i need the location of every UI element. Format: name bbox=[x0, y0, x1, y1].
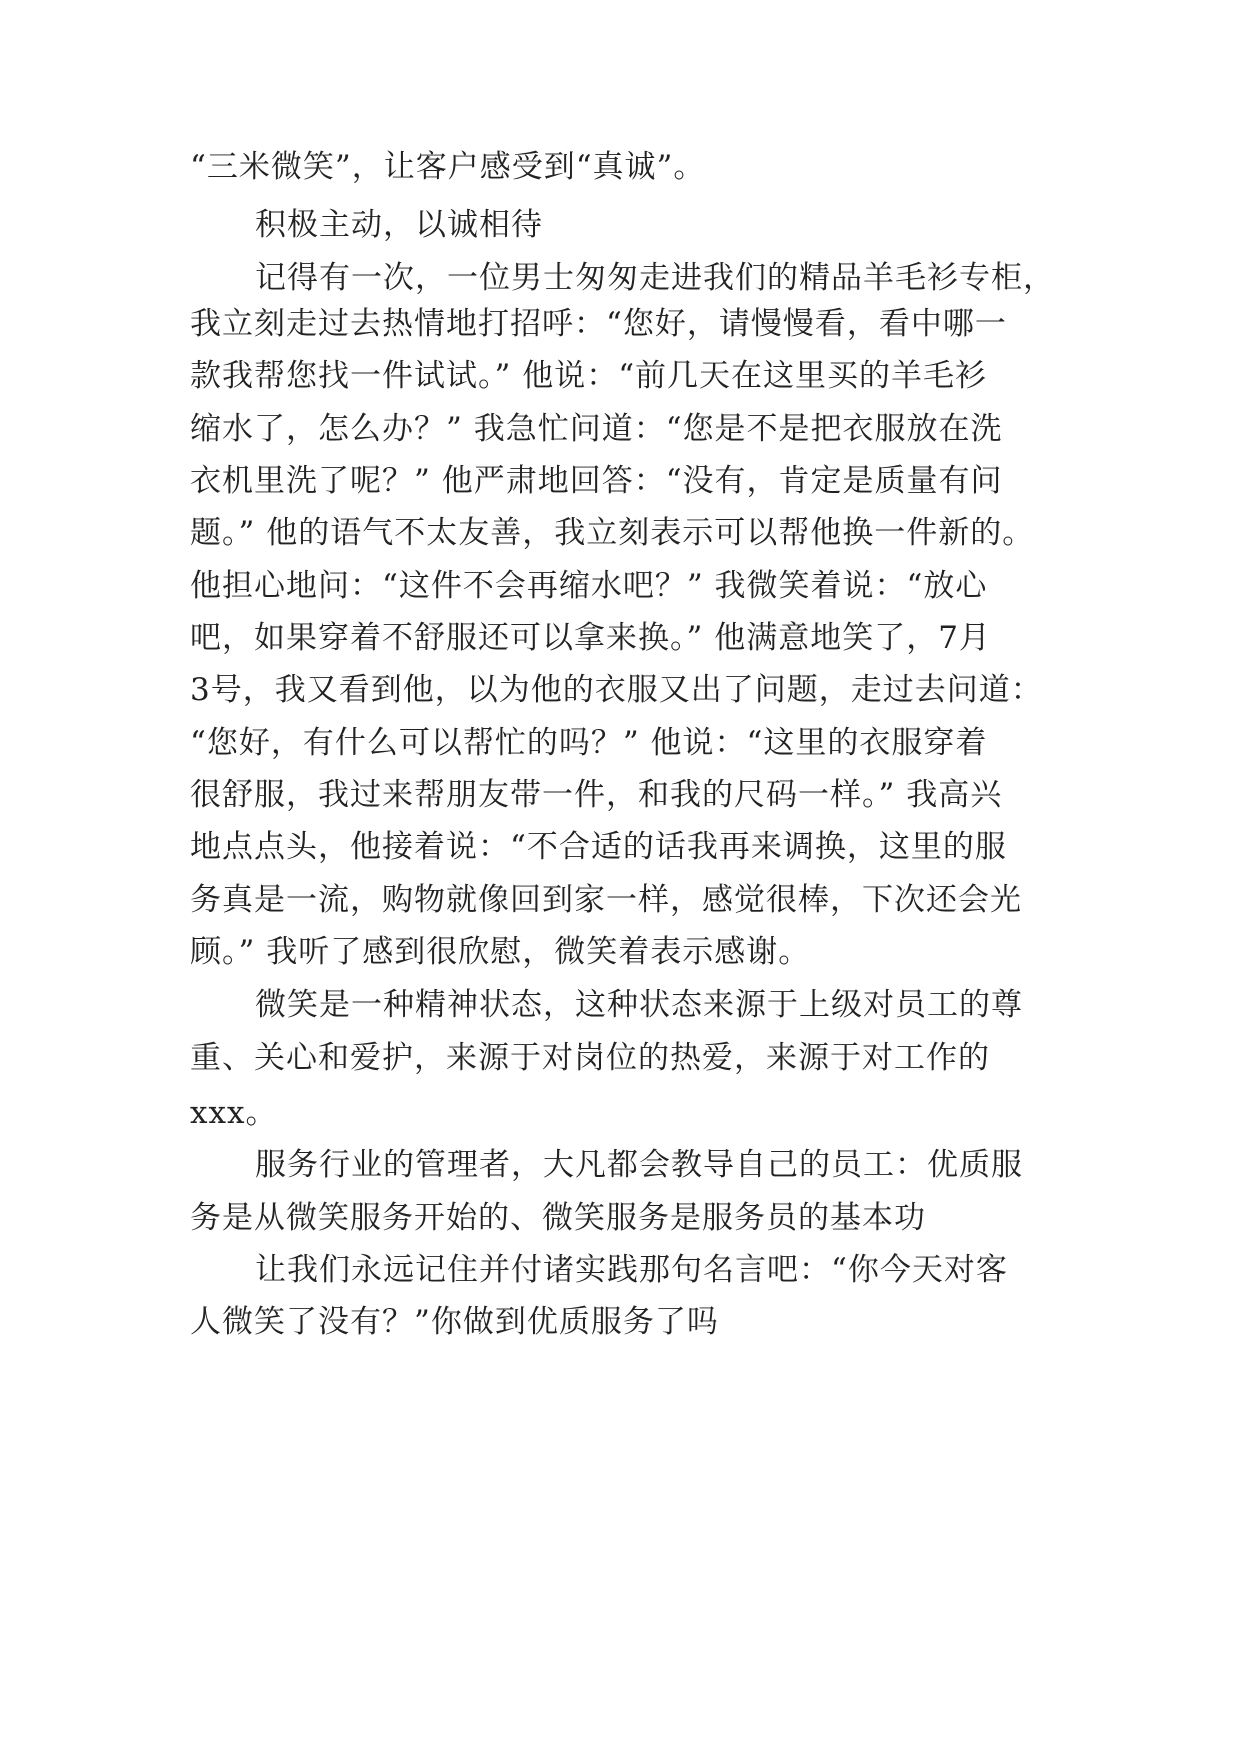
text-line: 很舒服，我过来帮朋友带一件，和我的尺码一样。” 我高兴 bbox=[190, 777, 1003, 813]
text-line: 缩水了，怎么办？” 我急忙问道：“您是不是把衣服放在洗 bbox=[190, 411, 1003, 447]
text-line: 让我们永远记住并付诸实践那句名言吧：“你今天对客 bbox=[255, 1252, 1008, 1288]
text-line: 衣机里洗了呢？” 他严肃地回答：“没有，肯定是质量有问 bbox=[190, 463, 1003, 499]
text-line: 记得有一次，一位男士匆匆走进我们的精品羊毛衫专柜， bbox=[255, 260, 1055, 296]
section-heading: 积极主动，以诚相待 bbox=[255, 207, 543, 243]
text-line: 重、关心和爱护，来源于对岗位的热爱，来源于对工作的 bbox=[190, 1040, 990, 1076]
text-line: 吧，如果穿着不舒服还可以拿来换。” 他满意地笑了，7月 bbox=[190, 620, 991, 656]
text-line: 服务行业的管理者，大凡都会教导自己的员工：优质服 bbox=[255, 1147, 1023, 1183]
text-line: xxx。 bbox=[190, 1095, 278, 1131]
text-line: 顾。” 我听了感到很欣慰，微笑着表示感谢。 bbox=[190, 934, 811, 970]
text-line: “三米微笑”，让客户感受到“真诚”。 bbox=[190, 149, 706, 185]
text-line: 我立刻走过去热情地打招呼：“您好，请慢慢看，看中哪一 bbox=[190, 306, 1007, 342]
text-line: 他担心地问：“这件不会再缩水吧？” 我微笑着说：“放心 bbox=[190, 568, 988, 604]
text-line: 3号，我又看到他，以为他的衣服又出了问题，走过去问道： bbox=[190, 672, 1043, 708]
text-line: 人微笑了没有？”你做到优质服务了吗 bbox=[190, 1304, 719, 1340]
text-line: 地点点头，他接着说：“不合适的话我再来调换，这里的服 bbox=[190, 829, 1007, 865]
text-line: 款我帮您找一件试试。” 他说：“前几天在这里买的羊毛衫 bbox=[190, 358, 988, 394]
text-line: 题。” 他的语气不太友善，我立刻表示可以帮他换一件新的。 bbox=[190, 515, 1035, 551]
text-line: “您好，有什么可以帮忙的吗？” 他说：“这里的衣服穿着 bbox=[190, 725, 988, 761]
text-line: 务是从微笑服务开始的、微笑服务是服务员的基本功 bbox=[190, 1200, 926, 1236]
text-line: 微笑是一种精神状态，这种状态来源于上级对员工的尊 bbox=[255, 987, 1023, 1023]
text-line: 务真是一流，购物就像回到家一样，感觉很棒，下次还会光 bbox=[190, 882, 1022, 918]
